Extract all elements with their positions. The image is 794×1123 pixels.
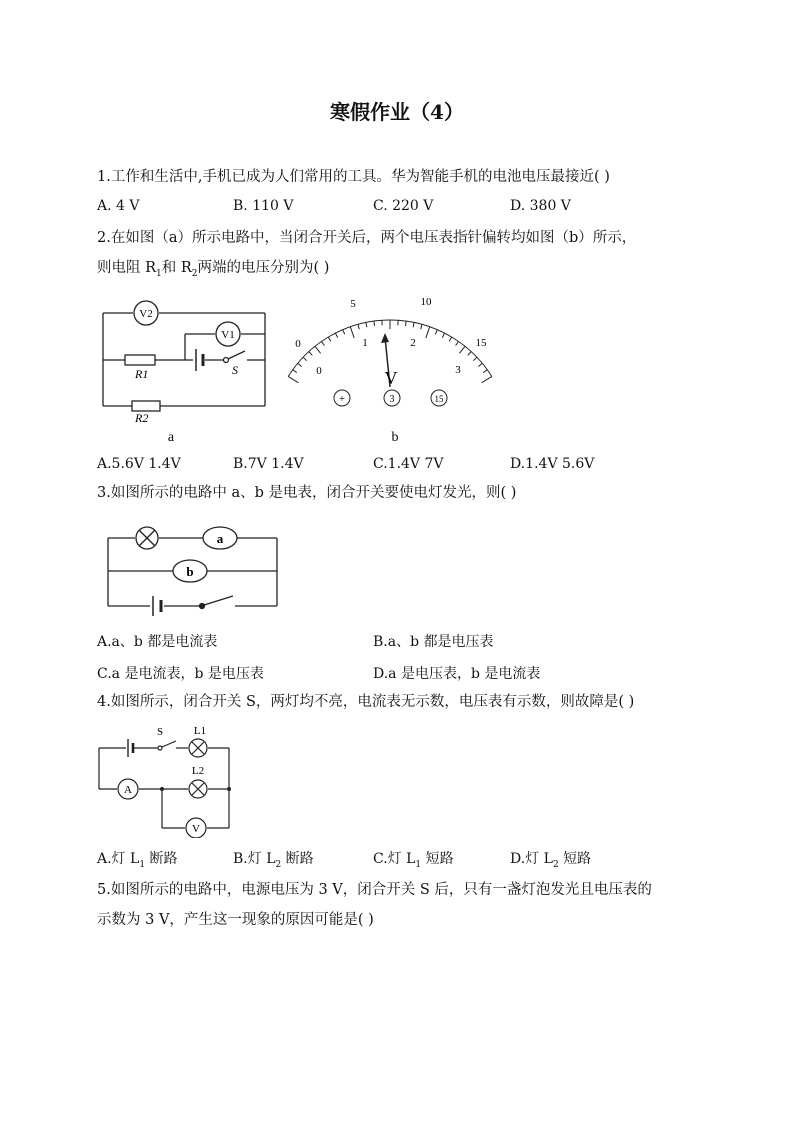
voltmeter-label: V bbox=[192, 823, 200, 835]
question-2-stem-line1: 2.在如图（a）所示电路中，当闭合开关后，两个电压表指针偏转均如图（b）所示， bbox=[97, 230, 637, 246]
dial-tick bbox=[309, 352, 312, 356]
switch-label: S bbox=[232, 363, 238, 377]
question-4-stem: 4.如图所示，闭合开关 S，两灯均不亮，电流表无示数，电压表有示数，则故障是( ) bbox=[97, 694, 635, 710]
dial-tick bbox=[328, 337, 331, 341]
dial-tick bbox=[350, 327, 354, 338]
dial-tick bbox=[406, 321, 407, 326]
meter-b-label: b bbox=[186, 564, 194, 579]
dial-tick bbox=[335, 333, 337, 338]
scale-lower-tick-2: 2 bbox=[410, 337, 416, 349]
voltmeter-v1-label: V1 bbox=[221, 329, 235, 341]
dial-tick bbox=[374, 321, 375, 326]
voltmeter-dial-figure-b bbox=[285, 290, 500, 450]
r1-label: R1 bbox=[135, 367, 149, 381]
dial-tick bbox=[482, 376, 492, 382]
question-4-option-b: B.灯 $L_2$ 断路 bbox=[233, 851, 314, 870]
dial-tick bbox=[473, 357, 477, 361]
unit-label: V bbox=[384, 368, 398, 388]
lamp-l1-label: L1 bbox=[193, 725, 207, 737]
question-1-option-b: B. 110 V bbox=[233, 198, 294, 214]
lamp-l1-icon bbox=[189, 739, 207, 757]
page-title: 寒假作业（4） bbox=[330, 100, 464, 124]
switch-icon bbox=[158, 741, 176, 750]
lamp-icon bbox=[136, 527, 158, 549]
terminal-plus-label: + bbox=[338, 393, 346, 405]
dial-tick bbox=[298, 363, 302, 366]
ammeter-label: A bbox=[124, 784, 132, 796]
lamp-l2-label: L2 bbox=[191, 765, 205, 777]
question-2-option-b: B.7V 1.4V bbox=[233, 456, 304, 472]
scale-upper-tick-15: 15 bbox=[475, 337, 487, 349]
question-2-option-c: C.1.4V 7V bbox=[373, 456, 444, 472]
question-1-option-a: A. 4 V bbox=[97, 198, 140, 214]
r2-label: R2 bbox=[135, 411, 149, 425]
dial-tick bbox=[303, 357, 307, 361]
battery-icon bbox=[153, 596, 161, 616]
dial-tick bbox=[483, 370, 487, 373]
dial-tick bbox=[435, 330, 437, 335]
circuit-figure-a bbox=[95, 296, 275, 448]
dial-tick bbox=[449, 337, 452, 341]
battery-icon bbox=[196, 349, 203, 371]
dial-tick bbox=[459, 346, 465, 353]
dial-tick bbox=[478, 363, 482, 366]
dial-tick bbox=[322, 342, 325, 346]
switch-icon bbox=[200, 596, 234, 609]
question-4-option-c: C.灯 $L_1$ 短路 bbox=[373, 851, 454, 870]
figure-a-caption: a bbox=[167, 430, 175, 445]
resistor-r1-icon bbox=[125, 355, 155, 365]
dial-tick bbox=[413, 323, 414, 328]
question-3-option-d: D.a 是电压表，b 是电流表 bbox=[373, 666, 541, 682]
dial-tick bbox=[288, 376, 298, 382]
question-4-option-d: D.灯 $L_2$ 短路 bbox=[510, 851, 592, 870]
terminal-3-label: 3 bbox=[389, 394, 395, 405]
question-2-option-d: D.1.4V 5.6V bbox=[510, 456, 595, 472]
scale-upper-tick-0: 0 bbox=[295, 338, 301, 350]
battery-icon bbox=[128, 739, 133, 757]
question-3-option-c: C.a 是电流表，b 是电压表 bbox=[97, 666, 264, 682]
circuit-figure-q3 bbox=[100, 518, 285, 618]
question-1-option-d: D. 380 V bbox=[510, 198, 571, 214]
dial-tick bbox=[358, 324, 359, 329]
scale-upper-tick-5: 5 bbox=[350, 298, 356, 310]
dial-tick bbox=[315, 346, 321, 353]
question-2-option-a: A.5.6V 1.4V bbox=[97, 456, 181, 472]
dial-tick bbox=[293, 370, 297, 373]
dial-tick bbox=[468, 352, 471, 356]
scale-lower-tick-1: 1 bbox=[362, 337, 368, 349]
figure-b-caption: b bbox=[391, 430, 399, 445]
scale-lower-tick-0: 0 bbox=[316, 365, 322, 377]
question-3-stem: 3.如图所示的电路中 a、b 是电表，闭合开关要使电灯发光，则( ) bbox=[97, 485, 517, 501]
scale-upper-tick-10: 10 bbox=[420, 296, 432, 308]
circuit-figure-q4 bbox=[92, 720, 242, 838]
dial-tick bbox=[426, 327, 430, 338]
dial-tick bbox=[421, 324, 422, 329]
question-5-stem-line1: 5.如图所示的电路中，电源电压为 3 V，闭合开关 S 后，只有一盏灯泡发光且电压表的 bbox=[97, 882, 652, 898]
question-3-option-b: B.a、b 都是电压表 bbox=[373, 634, 494, 650]
question-4-option-a: A.灯 $L_1$ 断路 bbox=[97, 851, 178, 870]
question-3-option-a: A.a、b 都是电流表 bbox=[97, 634, 218, 650]
terminal-15-label: 15 bbox=[434, 394, 444, 404]
scale-lower-tick-3: 3 bbox=[455, 364, 461, 376]
question-1-option-c: C. 220 V bbox=[373, 198, 434, 214]
dial-tick bbox=[442, 333, 444, 338]
question-2-stem-line2: 则电阻 $R_1$和 $R_2$两端的电压分别为( ) bbox=[97, 260, 330, 279]
question-5-stem-line2: 示数为 3 V，产生这一现象的原因可能是( ) bbox=[97, 912, 374, 928]
switch-label: S bbox=[156, 726, 164, 738]
resistor-r2-icon bbox=[132, 401, 160, 411]
dial-tick bbox=[366, 323, 367, 328]
switch-icon bbox=[224, 351, 246, 363]
lamp-l2-icon bbox=[189, 780, 207, 798]
meter-a-label: a bbox=[216, 531, 224, 546]
dial-tick bbox=[456, 342, 459, 346]
question-1-stem: 1.工作和生活中,手机已成为人们常用的工具。华为智能手机的电池电压最接近( ) bbox=[97, 169, 610, 185]
dial-tick bbox=[343, 330, 345, 335]
voltmeter-v2-label: V2 bbox=[139, 308, 153, 320]
